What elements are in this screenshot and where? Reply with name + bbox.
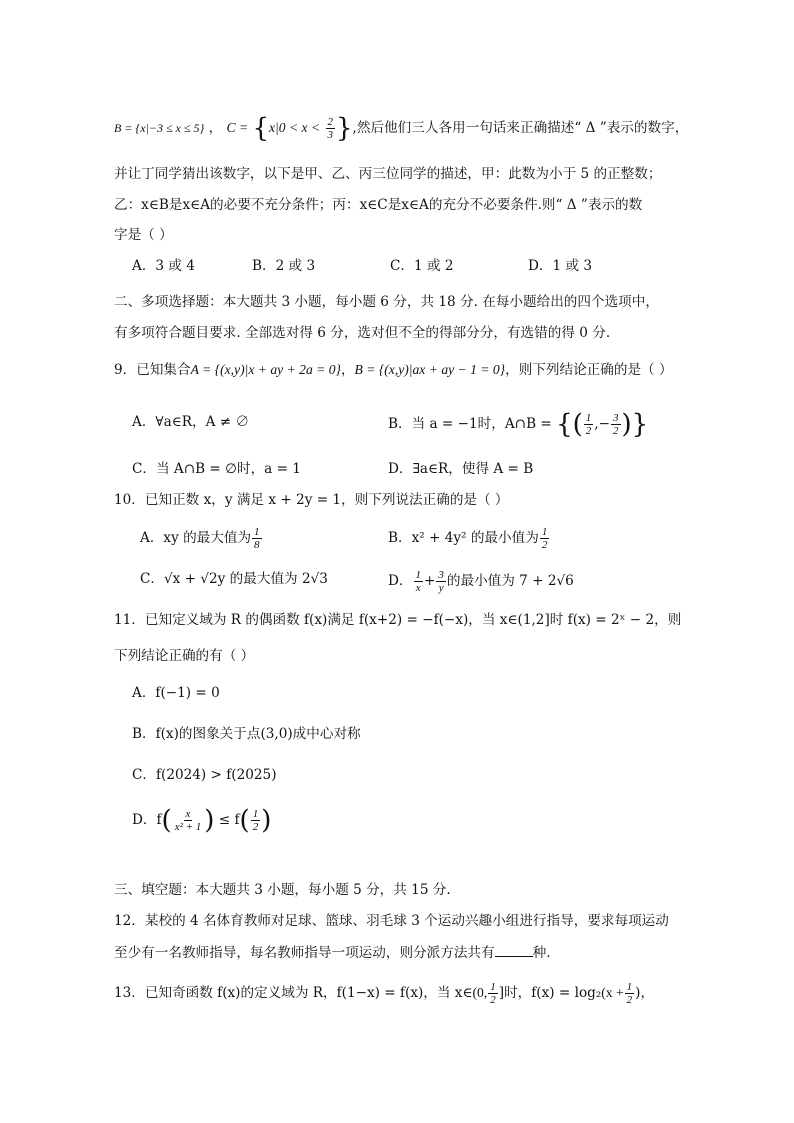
q13-interval-frac: $\frac{1}{2}$ [490,981,496,1006]
q11-option-d-paren-close: ) [204,805,215,836]
q10-option-d-post: 的最小值为 7 + 2√6 [446,573,574,589]
q8-line3: 乙：x∈B是x∈A的必要不充分条件；丙：x∈C是x∈A的充分不必要条件.则“ Δ ”表示的数 [114,197,643,213]
q12-line2 [114,942,794,963]
q9-sep: ， [340,362,355,378]
q11-option-d-mid: ≤ f [218,812,240,828]
q9-stem-pre: 9．已知集合 [114,362,191,378]
q9-option-d: D．∃a∈R，使得 A = B [388,461,534,477]
q10-option-a [140,526,263,551]
q8-set-c-label: C = [226,120,249,135]
q13-interval-open: (0, [472,985,488,1000]
q11-option-d-paren-open: ( [161,805,172,836]
q13-log-open: (x + [601,985,624,1000]
q8-option-a: A．3 或 4 [132,258,195,274]
q9-option-c: C．当 A∩B = ∅时，a = 1 [132,461,301,477]
q10-option-d-pre: D． [388,573,413,589]
q11-stem2: 下列结论正确的有（ ） [114,648,255,664]
answer-blank[interactable] [495,942,533,957]
q8-option-b: B．2 或 3 [252,258,316,274]
q12-line1: 12．某校的 4 名体育教师对足球、篮球、羽毛球 3 个运动兴趣小组进行指导，要求每项运动 [114,913,669,929]
q13-log-close: )， [635,985,655,1001]
q11-option-d-frac1: $\frac{x}{\text{x² + 1}}$ [174,808,202,833]
q9-set-a: A = {(x,y)|x + ay + 2a = 0} [190,362,341,377]
q8-line1-text: ,然后他们三人各用一句话来正确描述“ Δ ”表示的数字， [352,120,689,136]
q8-option-c: C．1 或 2 [390,258,454,274]
q11-option-b: B．f(x)的图象关于点(3,0)成中心对称 [132,726,361,742]
q11-option-a: A．f(−1) = 0 [132,685,220,701]
q13-line1 [114,981,794,1006]
q8-line1 [114,113,794,144]
q8-set-c-brace-open: { [252,113,270,144]
section2-line2: 有多项符合题目要求. 全部选对得 6 分，选对但不全的得部分分，有选错的得 0 分. [114,325,611,341]
q10-option-b-frac: $\frac{1}{2}$ [541,526,548,551]
q9-option-b [388,409,649,440]
q10-option-d-frac1: $\frac{1}{x}$ [415,569,421,594]
q10-option-d [388,569,574,594]
q8-set-b: B = {x|−3 ≤ x ≤ 5} [114,121,205,135]
q11-option-d-pre: D．f [132,812,162,828]
q10-option-a-frac: $\frac{1}{8}$ [254,526,260,551]
q9-set-b: B = {(x,y)|ax + ay − 1 = 0} [354,362,506,377]
q11-option-d-paren2-open: ( [239,805,250,836]
q11-option-d-frac2: $\frac{1}{2}$ [252,808,259,833]
q10-option-b [388,526,550,551]
q8-option-d: D．1 或 3 [528,258,593,274]
q13-log-frac: $\frac{1}{2}$ [626,981,633,1006]
q11-stem1: 11．已知定义域为 R 的偶函数 f(x)满足 f(x+2) = −f(−x)，当 x∈(1,2]时 f(x) = 2ˣ − 2，则 [114,612,682,628]
q8-line2: 并让丁同学猜出该数字，以下是甲、乙、丙三位同学的描述，甲：此数为小于 5 的正整数； [114,166,662,182]
q9-option-b-brace-close: )} [621,409,649,440]
q10-option-d-frac2: $\frac{3}{y}$ [438,569,444,594]
q9-option-b-sign: ,− [594,416,611,432]
q9-stem-post: ，则下列结论正确的是（ ） [505,362,673,378]
q8-set-c-body: x|0 < x < [269,120,321,135]
q11-option-d-paren2-close: ) [261,805,272,836]
q12-line2-post: 种. [532,945,551,961]
q10-stem: 10．已知正数 x，y 满足 x + 2y = 1，则下列说法正确的是（ ） [114,492,509,508]
q11-option-d [132,805,272,836]
q9-stem [114,360,794,380]
q9-option-b-pre: B．当 a = −1时，A∩B = [388,416,552,432]
q13-interval-close: ]时，f(x) = log₂ [498,985,602,1001]
section2-line1: 二、多项选择题：本大题共 3 小题，每小题 6 分，共 18 分. 在每小题给出的四个选项中， [114,294,659,310]
q13-pre: 13．已知奇函数 f(x)的定义域为 R，f(1−x) = f(x)，当 x∈ [114,985,473,1001]
q8-sep: ， [208,120,223,136]
q8-set-c-frac: $\frac{2}{3}$ [327,116,333,141]
q10-option-b-pre: B．x² + 4y² 的最小值为 [388,530,539,546]
q9-option-b-frac1: $\frac{1}{2}$ [585,412,592,437]
q10-option-c: C．√x + √2y 的最大值为 2√3 [140,571,328,587]
q10-option-d-plus: + [424,573,436,589]
q9-option-b-frac2: $\frac{3}{2}$ [613,412,619,437]
section3-line1: 三、填空题：本大题共 3 小题，每小题 5 分，共 15 分. [114,882,451,898]
q10-option-a-pre: A．xy 的最大值为 [140,530,252,546]
q8-line4: 字是（ ） [114,227,173,243]
q11-option-c: C．f(2024) > f(2025) [132,767,277,783]
q9-option-a: A．∀a∈R，A ≠ ∅ [132,414,250,430]
q8-set-c-brace-close: } [336,113,353,144]
q12-line2-pre: 至少有一名教师指导，每名教师指导一项运动，则分派方法共有 [114,945,495,961]
q9-option-b-brace-open: {( [556,409,583,440]
